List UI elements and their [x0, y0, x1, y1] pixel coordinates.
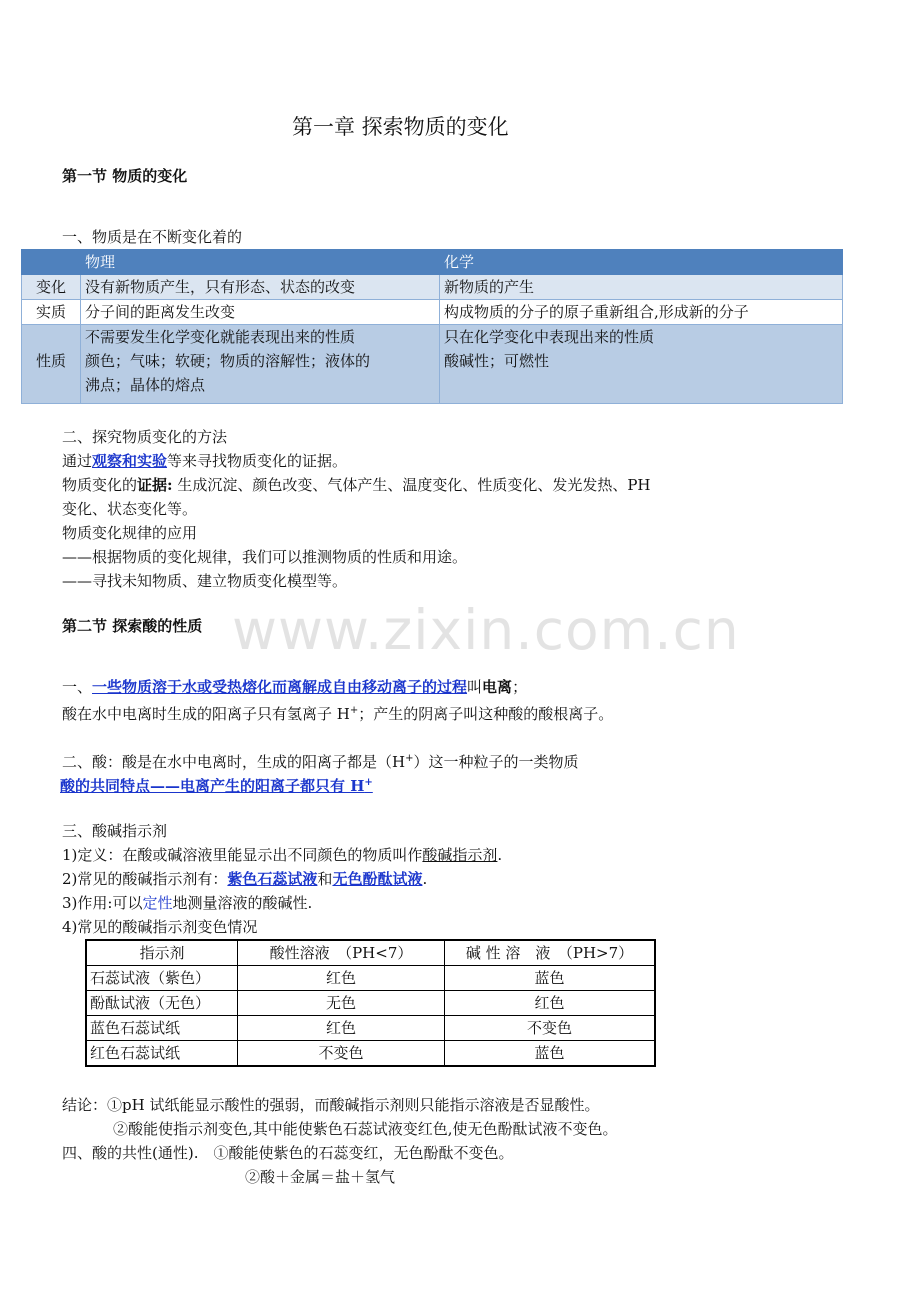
text: 1)定义：在酸或碱溶液里能显示出不同颜色的物质叫作: [62, 846, 423, 864]
table-row: [22, 275, 843, 300]
ionization-definition-link[interactable]: 一些物质溶于水或受热熔化而离解成自由移动离子的过程: [92, 678, 468, 696]
text: 通过: [62, 452, 93, 470]
section2-title: 第二节 探索酸的性质: [62, 617, 203, 635]
table-cell: 红色: [238, 1016, 445, 1041]
table-cell: 构成物质的分子的原子重新组合,形成新的分子: [440, 300, 843, 325]
table-cell: [440, 325, 843, 404]
text: ）这一种粒子的一类物质: [413, 753, 579, 771]
part1-heading: 一、物质是在不断变化着的: [62, 228, 243, 246]
text: 2)常见的酸碱指示剂有：: [62, 870, 228, 888]
acid-common-feature[interactable]: [60, 772, 373, 797]
ionization-line: [62, 676, 527, 698]
text: 一、: [62, 678, 93, 696]
evidence-line-2: 变化、状态变化等。: [62, 500, 198, 518]
row-label: 变化: [22, 275, 81, 300]
table-header-cell: 物理: [81, 250, 440, 275]
superscript: +: [349, 705, 359, 716]
table-cell: 蓝色: [445, 966, 656, 991]
common-property-1: 四、酸的共性(通性). ①酸能使紫色的石蕊变红，无色酚酞不变色。: [62, 1144, 514, 1162]
litmus-link[interactable]: 紫色石蕊试液: [227, 870, 318, 888]
ionization-term: 电离: [482, 678, 513, 696]
law-line-1: ——根据物质的变化规律，我们可以推测物质的性质和用途。: [62, 548, 468, 566]
cell-line: 颜色；气味；软硬；物质的溶解性；液体的: [85, 352, 371, 370]
row-label: 性质: [22, 325, 81, 404]
text: 3)作用:可以: [62, 894, 143, 912]
evidence-label: 证据:: [137, 476, 173, 494]
text: 生成沉淀、颜色改变、气体产生、温度变化、性质变化、发光发热、PH: [172, 476, 651, 494]
text: .: [497, 846, 503, 864]
text: 物质变化的: [62, 476, 138, 494]
superscript: +: [364, 777, 373, 788]
text: 叫: [467, 678, 483, 696]
superscript: +: [405, 753, 414, 764]
part2-heading: 二、探究物质变化的方法: [62, 428, 228, 446]
indicator-color-heading: 4)常见的酸碱指示剂变色情况: [62, 918, 258, 936]
indicator-term: 酸碱指示剂: [422, 846, 498, 864]
text: .: [422, 870, 428, 888]
cell-line: 酸碱性；可燃性: [444, 352, 550, 370]
acid-definition: [62, 748, 579, 773]
evidence-line: [62, 474, 651, 496]
law-heading: 物质变化规律的应用: [62, 524, 198, 542]
method-line: [62, 450, 347, 472]
watermark: www.zixin.com.cn: [232, 598, 740, 662]
table-row: [22, 300, 843, 325]
table-cell: 石蕊试液（紫色）: [86, 966, 238, 991]
conclusion-1: 结论：①pH 试纸能显示酸性的强弱，而酸碱指示剂则只能指示溶液是否显酸性。: [62, 1096, 600, 1114]
table-cell: [81, 325, 440, 404]
text: 酸在水中电离时生成的阳离子只有氢离子 H: [62, 705, 350, 723]
law-line-2: ——寻找未知物质、建立物质变化模型等。: [62, 572, 348, 590]
table-cell: 分子间的距离发生改变: [81, 300, 440, 325]
conclusion-2: ②酸能使指示剂变色,其中能使紫色石蕊试液变红色,使无色酚酞试液不变色。: [113, 1120, 618, 1138]
indicator-common: [62, 868, 427, 890]
text: 地测量溶液的酸碱性.: [172, 894, 313, 912]
table-cell: 新物质的产生: [440, 275, 843, 300]
table-cell: 没有新物质产生，只有形态、状态的改变: [81, 275, 440, 300]
indicator-color-table: [85, 939, 656, 1067]
section1-title: 第一节 物质的变化: [62, 167, 188, 185]
table-header-cell: 碱 性 溶 液 （PH>7）: [445, 940, 656, 966]
chapter-title: 第一章 探索物质的变化: [292, 115, 509, 139]
table-row: [22, 325, 843, 404]
observe-experiment-link[interactable]: 观察和实验: [92, 452, 168, 470]
table-cell: 蓝色石蕊试纸: [86, 1016, 238, 1041]
table-cell: 蓝色: [445, 1041, 656, 1067]
table-cell: 无色: [238, 991, 445, 1016]
table-header-row: [22, 250, 843, 275]
text: ；产生的阴离子叫这种酸的酸根离子。: [358, 705, 614, 723]
table-cell: 红色: [238, 966, 445, 991]
table-header-cell: 化学: [440, 250, 843, 275]
table-row: [86, 1041, 655, 1067]
text: 二、酸：酸是在水中电离时，生成的阳离子都是（H: [62, 753, 406, 771]
cell-line: 不需要发生化学变化就能表现出来的性质: [85, 328, 356, 346]
table-cell: 不变色: [238, 1041, 445, 1067]
table-row: [86, 966, 655, 991]
table-cell: 酚酞试液（无色）: [86, 991, 238, 1016]
row-label: 实质: [22, 300, 81, 325]
indicator-def: [62, 844, 502, 866]
physical-chemical-table: [21, 249, 843, 404]
cell-line: 只在化学变化中表现出来的性质: [444, 328, 655, 346]
table-header-cell: 酸性溶液 （PH<7）: [238, 940, 445, 966]
cell-line: 沸点；晶体的熔点: [85, 376, 206, 394]
table-row: [86, 991, 655, 1016]
text: 等来寻找物质变化的证据。: [167, 452, 348, 470]
text: 和: [317, 870, 333, 888]
qualitative-term: 定性: [142, 894, 173, 912]
text: 酸的共同特点——电离产生的阳离子都只有 H: [60, 777, 365, 795]
table-row: [86, 1016, 655, 1041]
indicator-heading: 三、酸碱指示剂: [62, 822, 168, 840]
text: ；: [512, 678, 528, 696]
table-header-cell: 指示剂: [86, 940, 238, 966]
ionization-line-2: [62, 700, 613, 725]
table-header-cell: [22, 250, 81, 275]
table-cell: 红色石蕊试纸: [86, 1041, 238, 1067]
table-header-row: [86, 940, 655, 966]
phenolphthalein-link[interactable]: 无色酚酞试液: [332, 870, 423, 888]
common-property-2: ②酸＋金属＝盐＋氢气: [245, 1168, 396, 1186]
table-cell: 红色: [445, 991, 656, 1016]
indicator-use: [62, 892, 312, 914]
table-cell: 不变色: [445, 1016, 656, 1041]
